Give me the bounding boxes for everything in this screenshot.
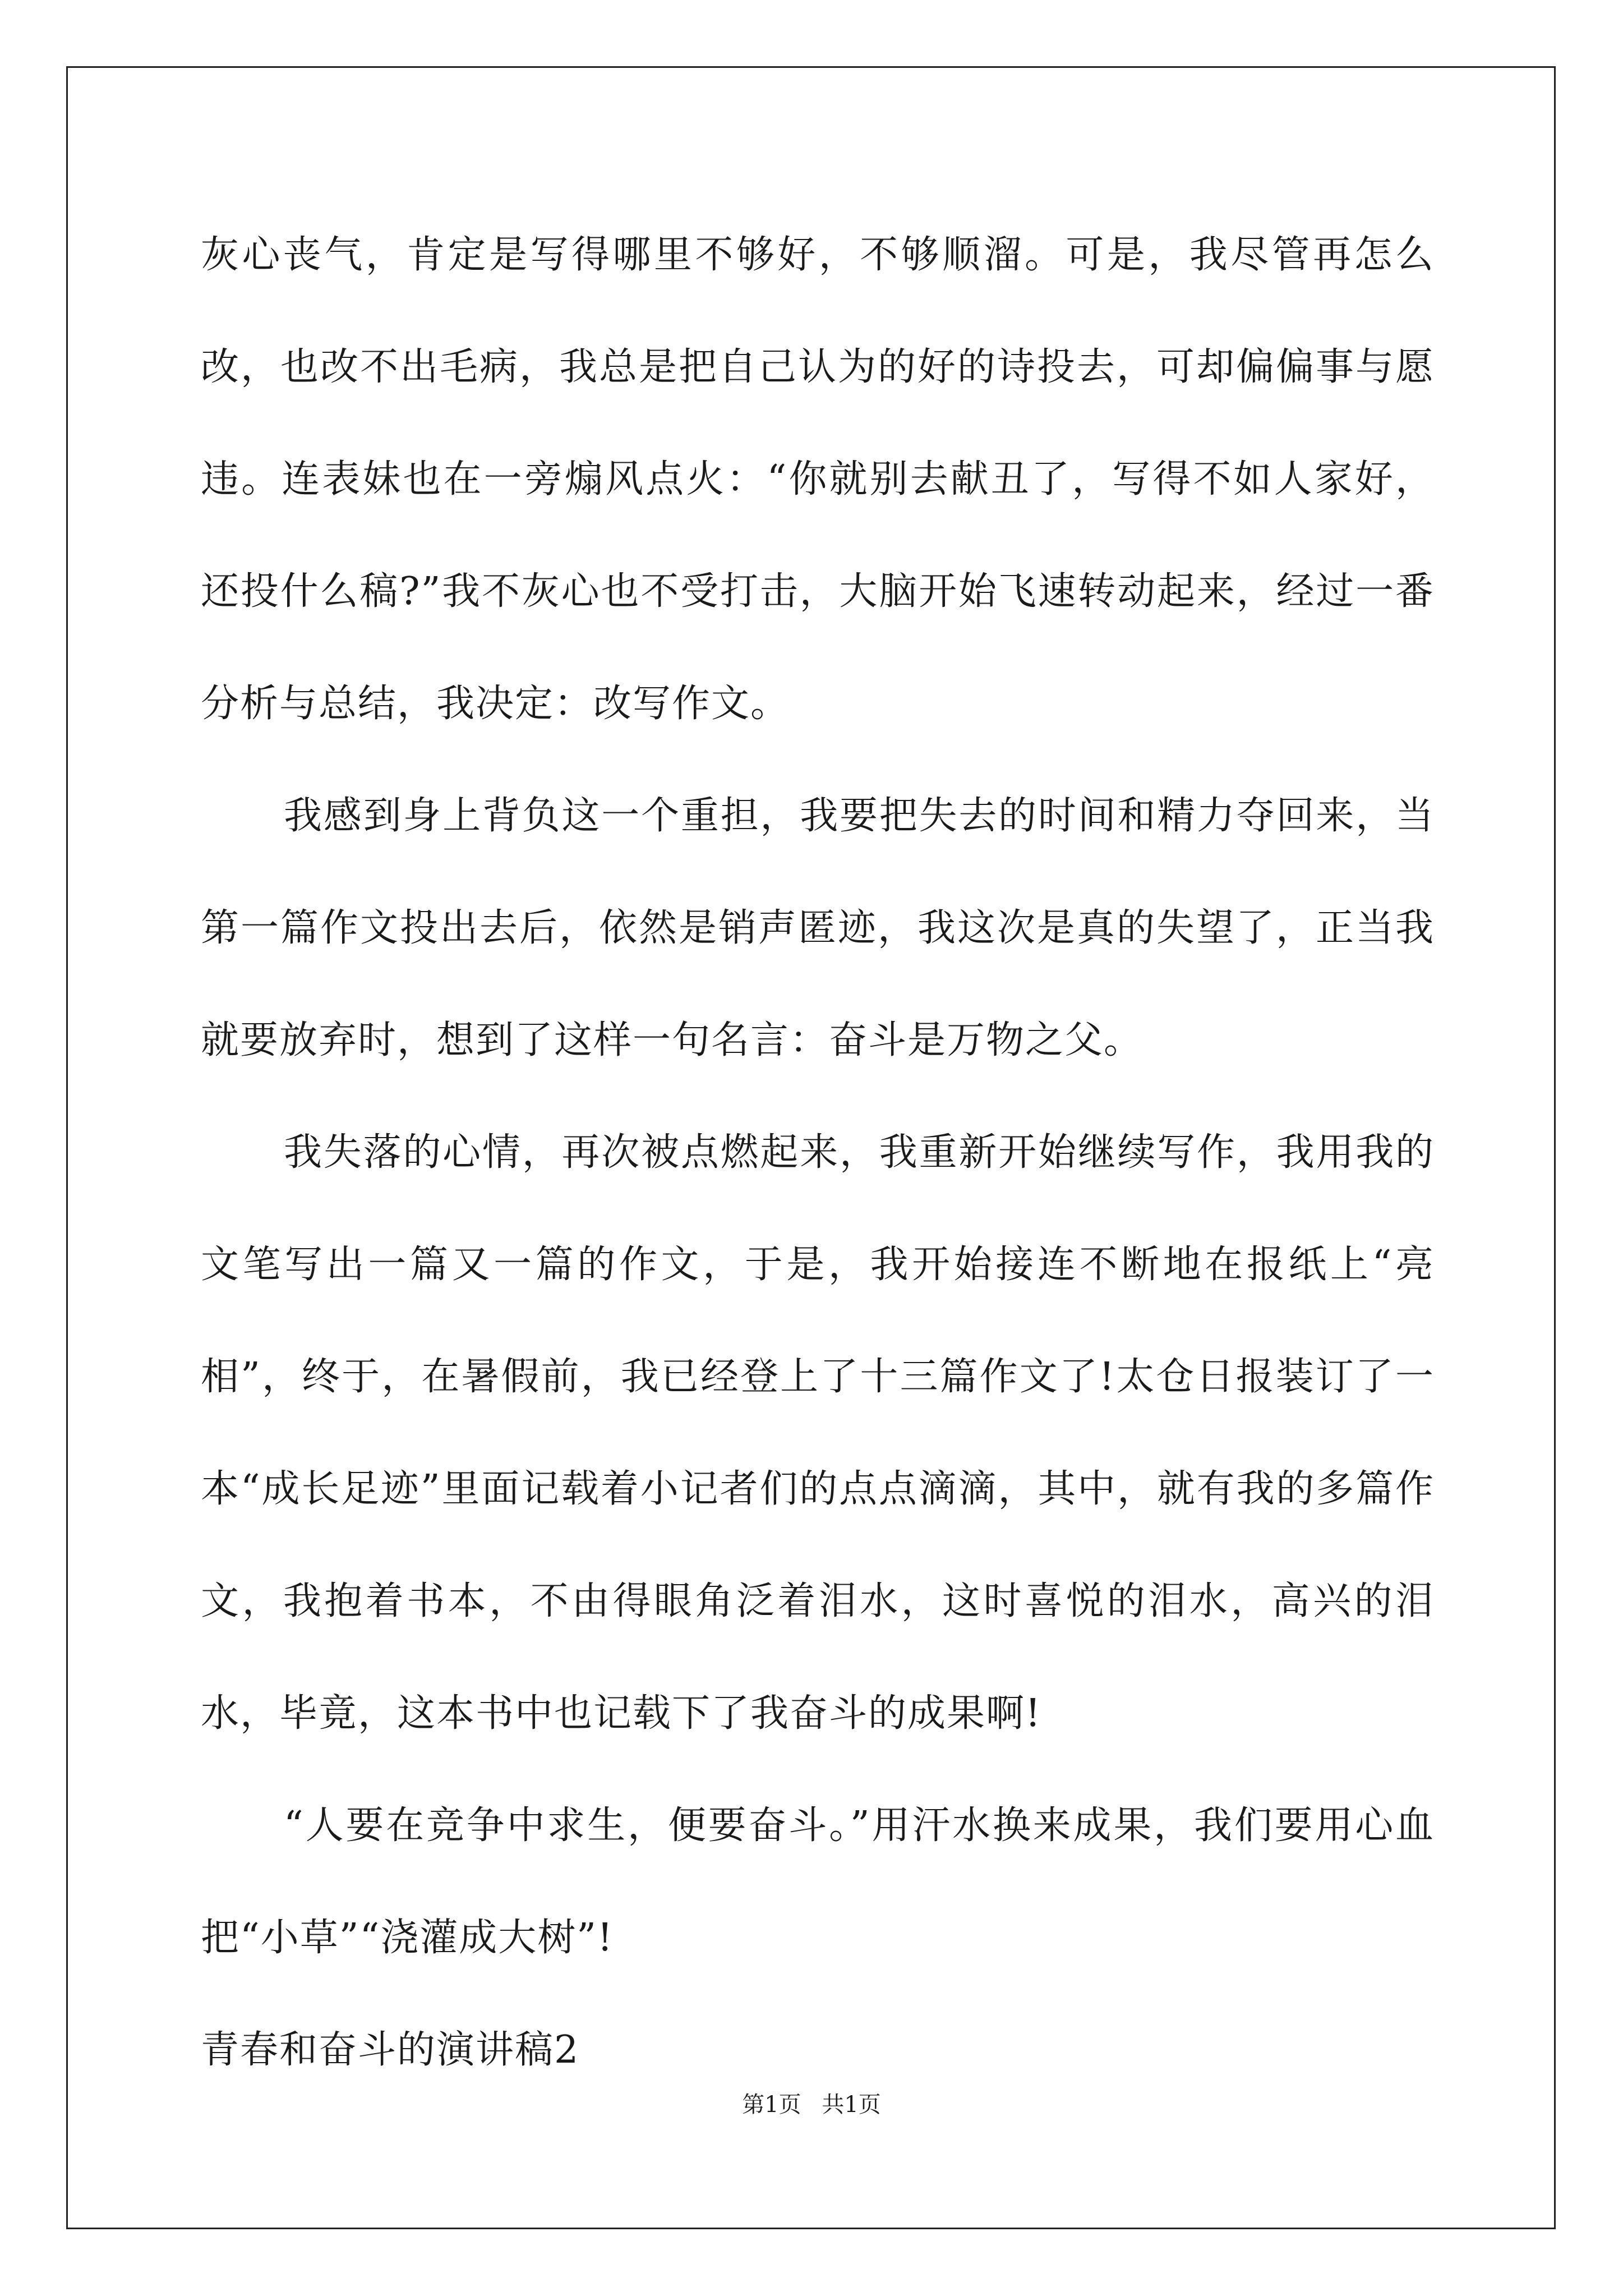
paragraph-2: 我感到身上背负这一个重担，我要把失去的时间和精力夺回来，当第一篇作文投出去后，依然是销声匿迹，我这次是真的失望了，正当我就要放弃时，想到了这样一句名言：奋斗是万物之父。 [201, 794, 1435, 1062]
section-heading: 青春和奋斗的演讲稿2 [201, 2028, 580, 2072]
page-number: 第1页 [742, 2092, 801, 2118]
paragraph-1: 灰心丧气，肯定是写得哪里不够好，不够顺溜。可是，我尽管再怎么改，也改不出毛病，我总是把自己认为的好的诗投去，可却偏偏事与愿违。连表妹也在一旁煽风点火：“你就别去献丑了，写得不如人家好，还投什么稿?”我不灰心也不受打击，大脑开始飞速转动起来，经过一番分析与总结，我决定：改写作文。 [201, 233, 1435, 726]
paragraph-3: 我失落的心情，再次被点燃起来，我重新开始继续写作，我用我的文笔写出一篇又一篇的作文，于是，我开始接连不断地在报纸上“亮相”，终于，在暑假前，我已经登上了十三篇作文了!太仓日报装订了一本“成长足迹”里面记载着小记者们的点点滴滴，其中，就有我的多篇作文，我抱着书本，不由得眼角泛着泪水，这时喜悦的泪水，高兴的泪水，毕竟，这本书中也记载下了我奋斗的成果啊! [201, 1130, 1435, 1736]
page-footer [0, 2088, 1623, 2122]
page-total: 共1页 [822, 2092, 881, 2118]
document-body [201, 199, 1435, 2106]
paragraph-4: “人要在竞争中求生，便要奋斗。”用汗水换来成果，我们要用心血把“小草”“浇灌成大树”! [201, 1803, 1435, 1960]
